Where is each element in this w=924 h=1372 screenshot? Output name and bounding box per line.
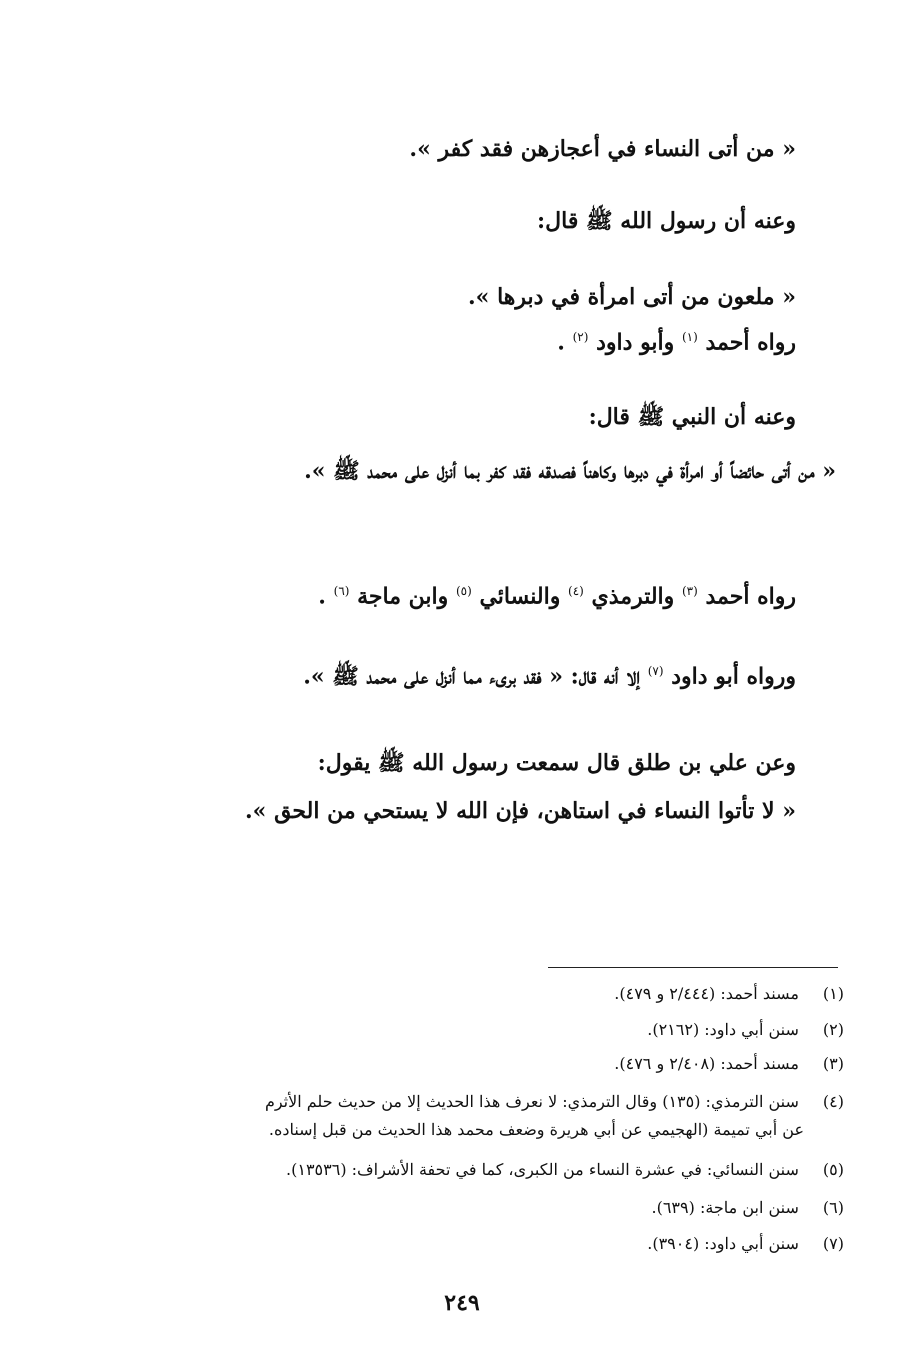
- footnote-ref[interactable]: (٣): [681, 584, 698, 598]
- footnote-continuation: عن أبي تميمة (الهجيمي عن أبي هريرة وضعف محمد هذا الحديث من قبل إسناده.: [268, 1120, 804, 1139]
- footnote-ref[interactable]: (٥): [455, 584, 472, 598]
- footnote: [652, 1196, 845, 1220]
- footnote-text: سنن ابن ماجة: (٦٣٩).: [651, 1198, 799, 1217]
- footnote-text: سنن الترمذي: (١٣٥) وقال الترمذي: لا نعرف هذا الحديث إلا من حديث حلم الأثرم: [264, 1092, 799, 1111]
- footnote: [614, 1052, 844, 1076]
- footnote-number: (٢): [822, 1020, 844, 1039]
- footnote: [647, 1232, 844, 1256]
- attribution-text: وابن ماجة: [357, 583, 449, 610]
- attribution-text: وأبو داود: [596, 329, 675, 356]
- footnote-ref[interactable]: (٧): [647, 664, 664, 678]
- attribution-text: .: [318, 583, 326, 610]
- attribution-text: إلا أنه قال: « فقد برىء مما أنزل على محمد ﷺ ».: [303, 663, 641, 690]
- footnote-text: سنن النسائي: في عشرة النساء من الكبرى، كما في تحفة الأشراف: (١٣٥٣٦).: [286, 1160, 799, 1179]
- narration-intro: وعن علي بن طلق قال سمعت رسول الله ﷺ يقول:: [317, 750, 796, 776]
- attribution-text: والترمذي: [591, 583, 675, 610]
- attribution-text: ورواه أبو داود: [671, 663, 796, 690]
- hadith-text: « لا تأتوا النساء في استاهن، فإن الله لا يستحي من الحق ».: [245, 798, 796, 824]
- attribution-text: رواه أحمد: [705, 329, 796, 356]
- footnote-text: سنن أبي داود: (٣٩٠٤).: [647, 1234, 799, 1253]
- footnote-number: (٥): [822, 1160, 844, 1179]
- footnote-ref[interactable]: (١): [681, 330, 698, 344]
- footnote-number: (٦): [822, 1198, 844, 1217]
- footnote: [614, 982, 844, 1006]
- attribution: [303, 656, 796, 691]
- narration-intro: وعنه أن رسول الله ﷺ قال:: [537, 208, 796, 234]
- footnote-ref[interactable]: (٤): [568, 584, 584, 598]
- footnote-text: مسند أحمد: (٢/٤٤٤ و ٤٧٩).: [614, 984, 799, 1003]
- footnote: [286, 1158, 844, 1182]
- attribution-text: .: [557, 329, 565, 356]
- footnote-text: سنن أبي داود: (٢١٦٢).: [647, 1020, 799, 1039]
- page-number: ٢٤٩: [444, 1290, 480, 1316]
- footnote: [134, 1088, 844, 1144]
- hadith-text: « من أتى النساء في أعجازهن فقد كفر ».: [409, 136, 796, 162]
- footnote-number: (٧): [822, 1234, 844, 1253]
- narration-intro: وعنه أن النبي ﷺ قال:: [588, 404, 796, 430]
- footnote-ref[interactable]: (٦): [333, 584, 350, 598]
- hadith-text: « من أتى حائضاً أو امرأة في دبرها وكاهناً فصدقه فقد كفر بما أنزل على محمد ﷺ ».: [304, 458, 836, 484]
- hadith-text: « ملعون من أتى امرأة في دبرها ».: [468, 284, 796, 310]
- attribution: [318, 576, 796, 611]
- footnote-number: (٣): [822, 1054, 844, 1073]
- attribution: [557, 322, 796, 357]
- footnote-number: (١): [822, 984, 844, 1003]
- footnote-ref[interactable]: (٢): [572, 330, 589, 344]
- footnote-text: مسند أحمد: (٢/٤٠٨ و ٤٧٦).: [614, 1054, 799, 1073]
- attribution-text: رواه أحمد: [705, 583, 796, 610]
- attribution-text: والنسائي: [479, 583, 561, 610]
- footnote: [647, 1018, 844, 1042]
- footnote-divider: [548, 967, 838, 968]
- footnote-number: (٤): [822, 1092, 844, 1111]
